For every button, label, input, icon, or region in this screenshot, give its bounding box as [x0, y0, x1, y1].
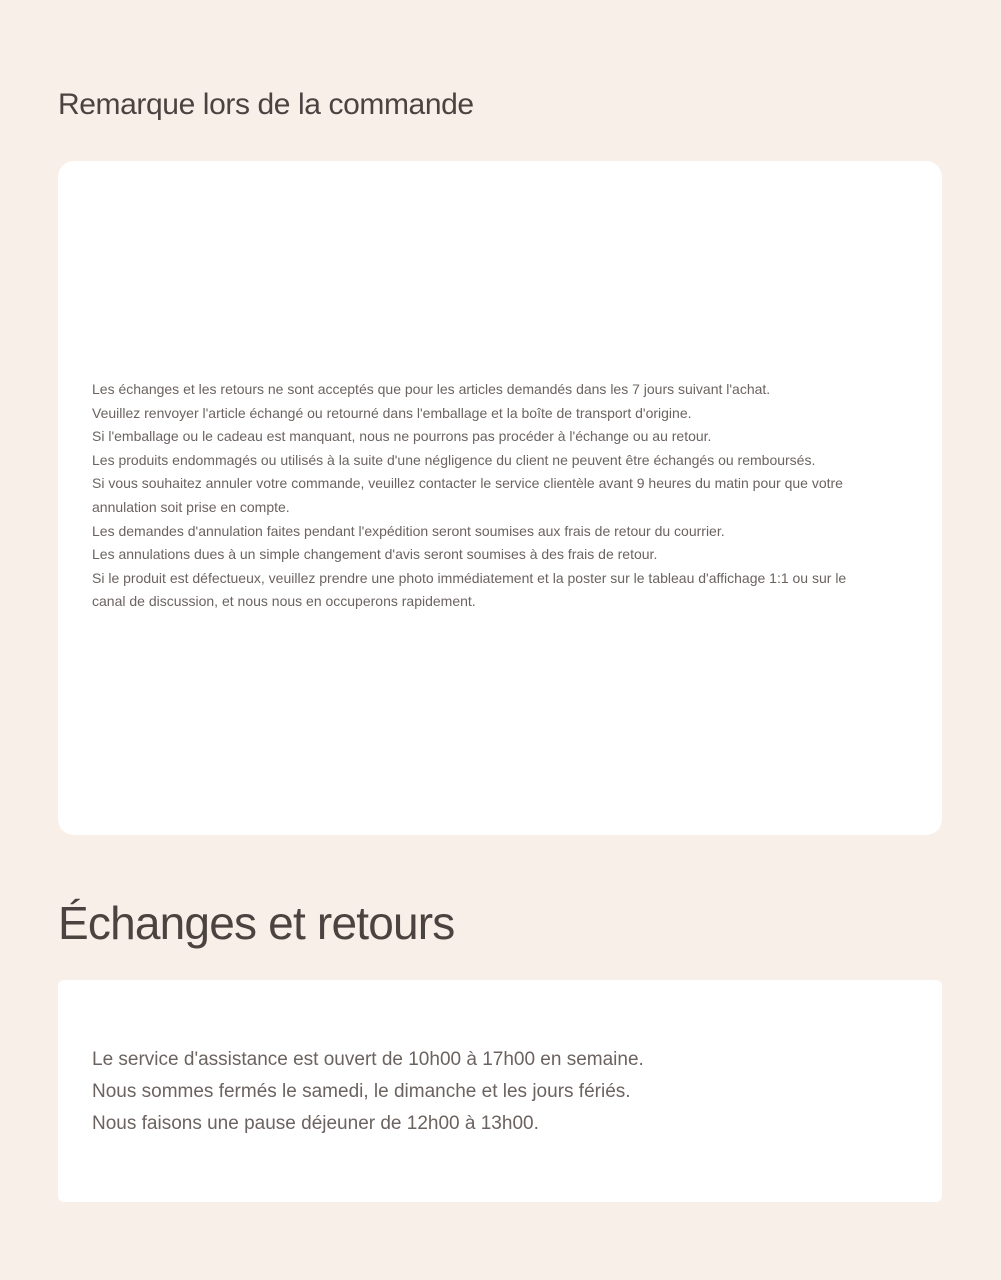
- support-hours-line: Le service d'assistance est ouvert de 10h00 à 17h00 en semaine.: [92, 1049, 644, 1070]
- order-note-line: Les annulations dues à un simple changement d'avis seront soumises à des frais de retour.: [92, 546, 658, 563]
- exchanges-returns-title: Échanges et retours: [58, 897, 455, 949]
- order-notes-list: [92, 378, 862, 614]
- order-note-line: Les produits endommagés ou utilisés à la suite d'une négligence du client ne peuvent être échangés ou remboursés.: [92, 451, 816, 468]
- support-hours-line: Nous sommes fermés le samedi, le dimanche et les jours fériés.: [92, 1081, 631, 1102]
- support-hours-card: [58, 980, 942, 1202]
- support-hours-list: [92, 1044, 644, 1140]
- order-note-line: Si l'emballage ou le cadeau est manquant, nous ne pourrons pas procéder à l'échange ou au retour.: [92, 428, 712, 445]
- order-note-line: Si le produit est défectueux, veuillez prendre une photo immédiatement et la poster sur le tableau d'affichage 1:1 ou sur le canal de discussion, et nous nous en occuperons rapidement.: [92, 569, 847, 610]
- order-note-line: Les échanges et les retours ne sont acceptés que pour les articles demandés dans les 7 jours suivant l'achat.: [92, 381, 771, 397]
- order-note-line: Les demandes d'annulation faites pendant l'expédition seront soumises aux frais de retour du courrier.: [92, 522, 725, 539]
- support-hours-line: Nous faisons une pause déjeuner de 12h00 à 13h00.: [92, 1113, 539, 1134]
- order-notes-card: [58, 161, 942, 835]
- order-notes-title: Remarque lors de la commande: [58, 88, 474, 121]
- order-note-line: Veuillez renvoyer l'article échangé ou retourné dans l'emballage et la boîte de transport d'origine.: [92, 404, 692, 421]
- order-note-line: Si vous souhaitez annuler votre commande, veuillez contacter le service clientèle avant 9 heures du matin pour que votre annulation soit prise en compte.: [92, 475, 843, 515]
